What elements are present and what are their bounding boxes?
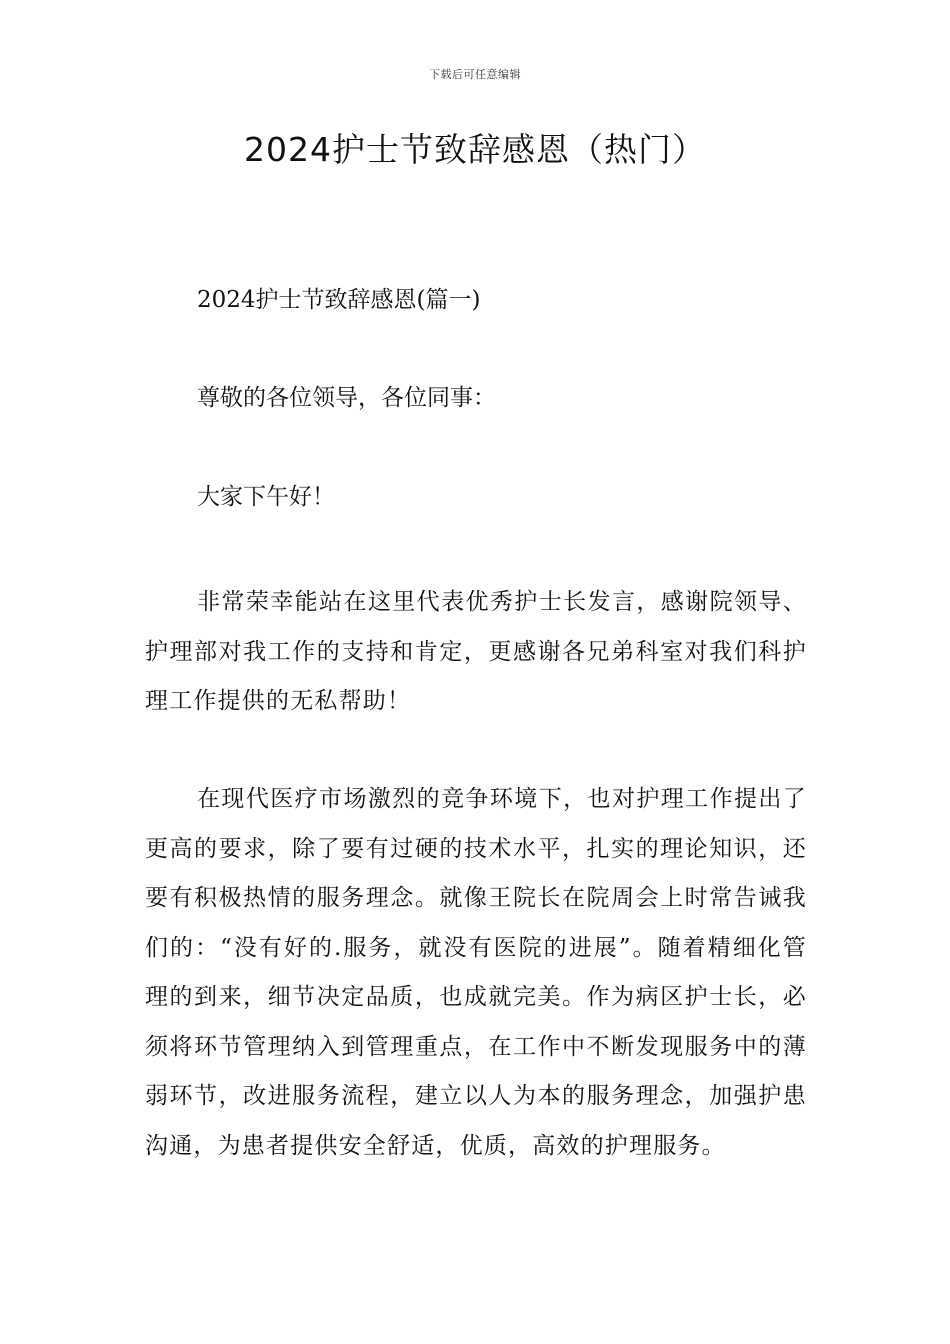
header-note: 下载后可任意编辑: [429, 68, 521, 81]
document-title: 2024护士节致辞感恩（热门）: [244, 130, 706, 169]
greeting: 大家下午好！: [197, 484, 335, 510]
body-paragraph: 在现代医疗市场激烈的竞争环境下，也对护理工作提出了更高的要求，除了要有过硬的技术水平，扎实的理论知识，还要有积极热情的服务理念。就像王院长在院周会上时常告诫我们的：“没有好的.服务，就没有医院的进展”。随着精细化管理的到来，细节决定品质，也成就完美。作为病区护士长，必须将环节管理纳入到管理重点，在工作中不断发现服务中的薄弱环节，改进服务流程，建立以人为本的服务理念，加强护患沟通，为患者提供安全舒适，优质，高效的护理服务。: [145, 786, 807, 1159]
body-paragraph: 非常荣幸能站在这里代表优秀护士长发言，感谢院领导、护理部对我工作的支持和肯定，更感谢各兄弟科室对我们科护理工作提供的无私帮助！: [145, 589, 807, 714]
section-title: 2024护士节致辞感恩(篇一): [197, 287, 481, 313]
salutation: 尊敬的各位领导，各位同事：: [197, 385, 496, 411]
